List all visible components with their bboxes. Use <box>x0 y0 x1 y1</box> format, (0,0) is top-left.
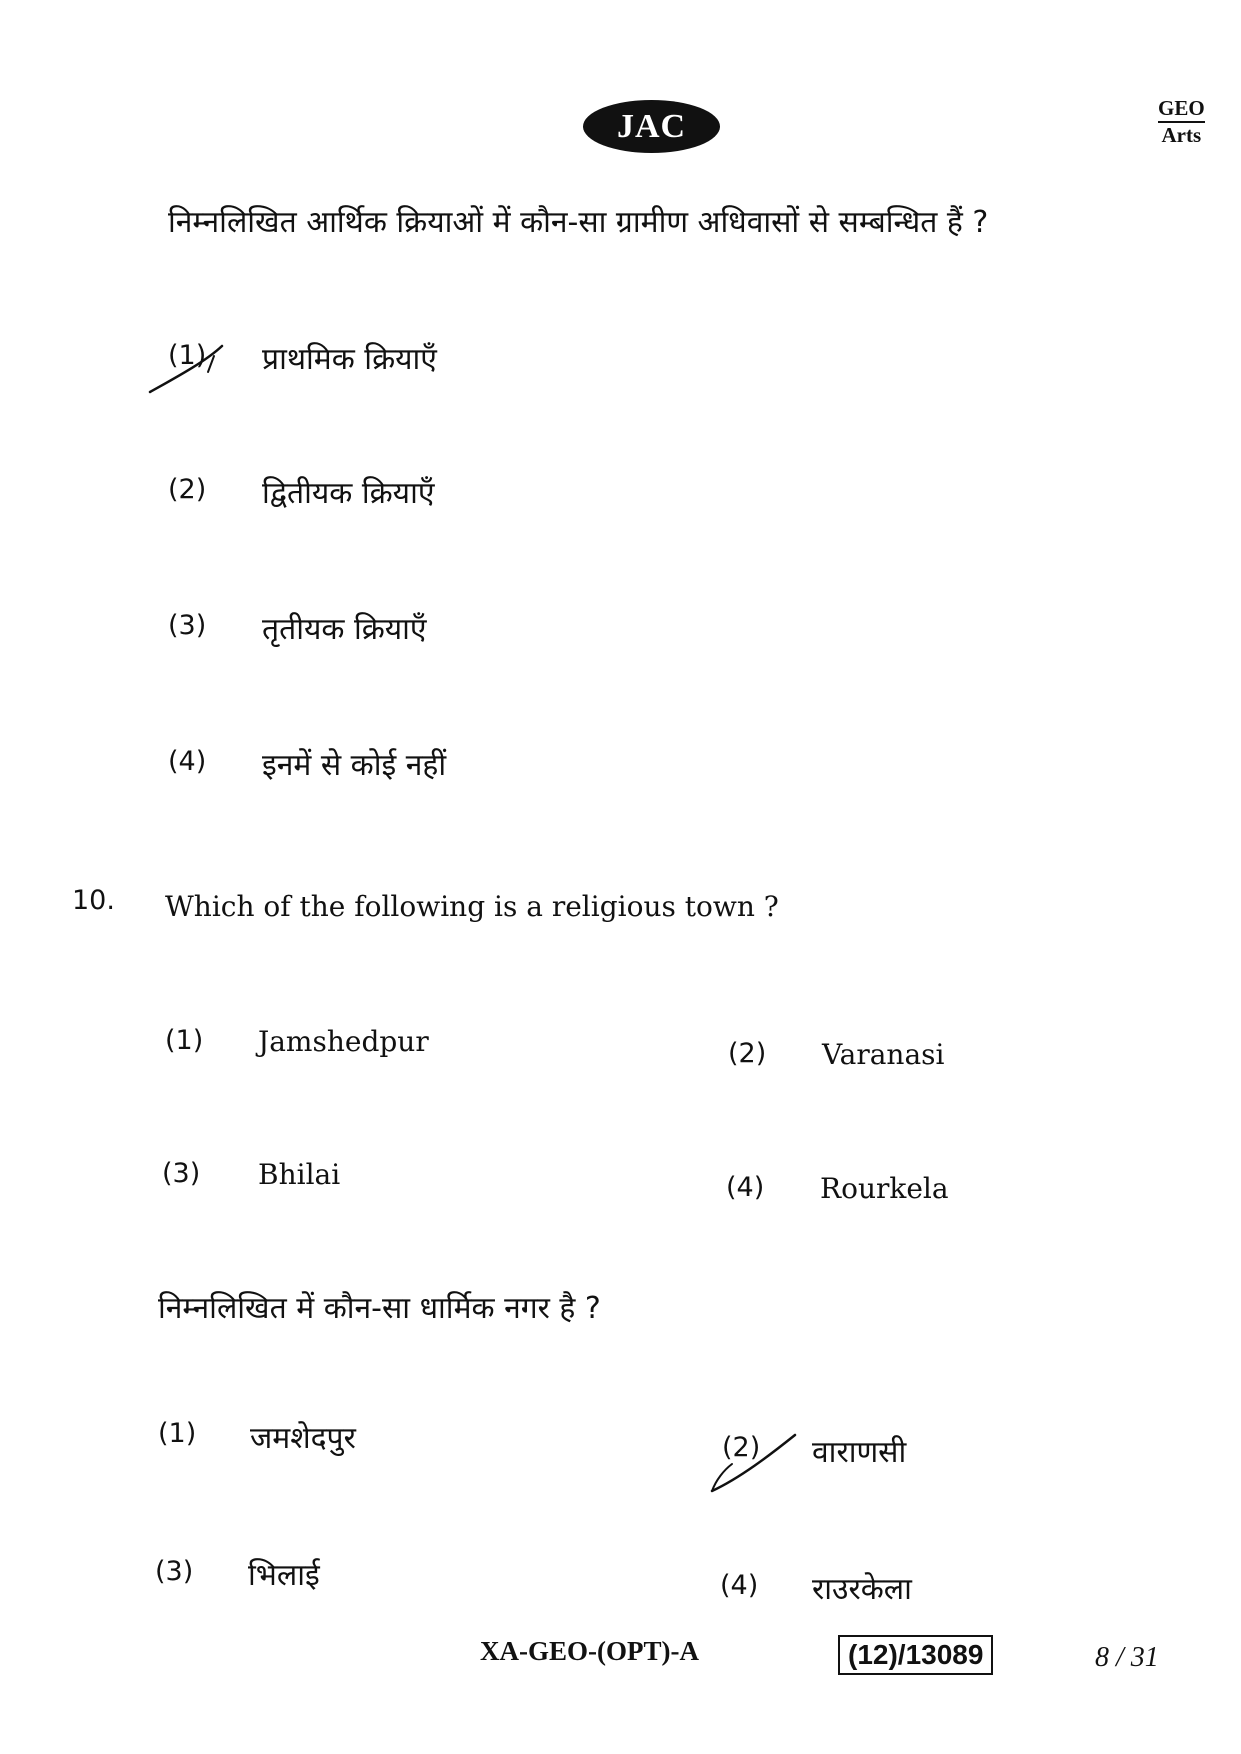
subject-label: GEO <box>1158 96 1205 123</box>
q10-option-2-number: (2) <box>728 1038 767 1069</box>
paper-code: XA-GEO-(OPT)-A <box>480 1636 699 1666</box>
q10-hindi-option-1-text: जमशेदपुर <box>250 1421 356 1456</box>
q10-option-3-number: (3) <box>162 1158 201 1189</box>
q10-option-4-text: Rourkela <box>820 1172 949 1205</box>
q10-option-1-text: Jamshedpur <box>258 1025 429 1058</box>
q9-option-1-number: (1) <box>168 340 207 371</box>
q9-option-4-number: (4) <box>168 746 207 777</box>
q9-option-4-text: इनमें से कोई नहीं <box>262 748 447 783</box>
q10-hindi-option-4-text: राउरकेला <box>812 1572 912 1607</box>
q10-hindi-option-3-text: भिलाई <box>248 1558 320 1593</box>
subject-stamp <box>1158 96 1205 148</box>
jac-badge <box>583 100 720 153</box>
q10-hindi-option-4-number: (4) <box>720 1570 759 1601</box>
q9-hindi-question: निम्नलिखित आर्थिक क्रियाओं में कौन-सा ग्रामीण अधिवासों से सम्बन्धित हैं ? <box>168 205 989 240</box>
q10-number: 10. <box>72 885 115 916</box>
q10-option-3-text: Bhilai <box>258 1158 341 1191</box>
tick-mark-q10-stub <box>712 1464 732 1491</box>
q10-hindi-option-3-number: (3) <box>155 1556 194 1587</box>
q10-hindi-option-2-number: (2) <box>722 1432 761 1463</box>
page-number: 8 / 31 <box>1095 1642 1159 1673</box>
boxed-code: (12)/13089 <box>838 1635 993 1675</box>
q10-english-question: Which of the following is a religious town ? <box>165 890 779 923</box>
q10-hindi-option-1-number: (1) <box>158 1418 197 1449</box>
q9-option-2-number: (2) <box>168 474 207 505</box>
q10-option-2-text: Varanasi <box>822 1038 945 1071</box>
tick-mark-q9-stub <box>208 356 214 372</box>
q10-hindi-option-2-text: वाराणसी <box>812 1435 907 1470</box>
q10-option-4-number: (4) <box>726 1172 765 1203</box>
q9-option-1-text: प्राथमिक क्रियाएँ <box>262 342 437 377</box>
q10-option-1-number: (1) <box>165 1025 204 1056</box>
badge-text: JAC <box>616 107 687 145</box>
q9-option-2-text: द्वितीयक क्रियाएँ <box>262 476 435 511</box>
q10-hindi-question: निम्नलिखित में कौन-सा धार्मिक नगर है ? <box>158 1291 601 1326</box>
q9-option-3-text: तृतीयक क्रियाएँ <box>262 612 427 647</box>
stream-label: Arts <box>1161 123 1202 147</box>
q9-option-3-number: (3) <box>168 610 207 641</box>
